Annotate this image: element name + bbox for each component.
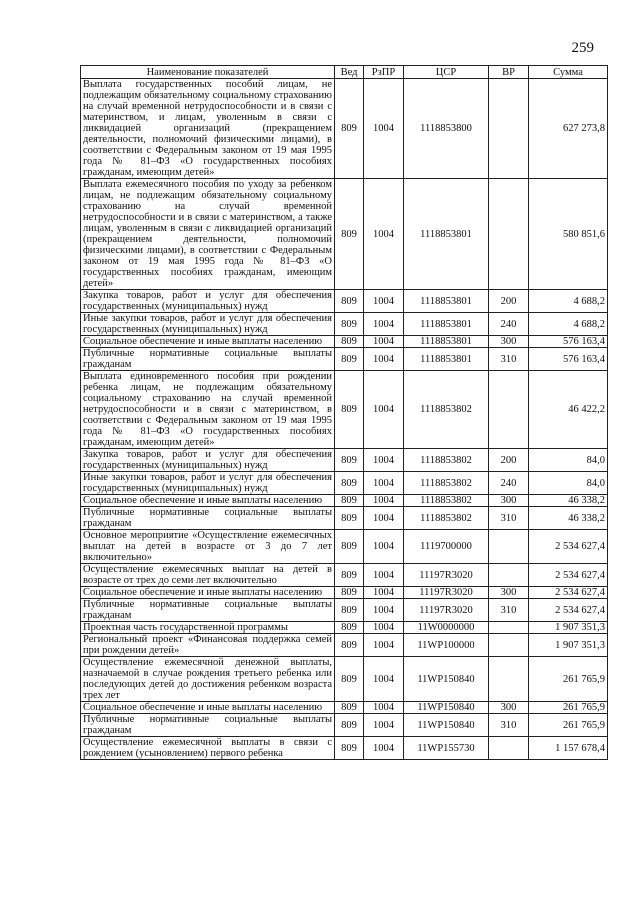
table-row bbox=[81, 507, 608, 530]
table-row bbox=[81, 313, 608, 336]
cell-sum: 261 765,9 bbox=[529, 657, 608, 702]
cell-ved: 809 bbox=[335, 179, 364, 290]
table-row bbox=[81, 622, 608, 634]
cell-csr: 11W0000000 bbox=[404, 622, 489, 634]
cell-csr: 1119700000 bbox=[404, 530, 489, 564]
cell-vr: 300 bbox=[489, 495, 529, 507]
cell-name: Закупка товаров, работ и услуг для обеспечения государственных (муниципальных) нужд bbox=[81, 449, 335, 472]
cell-csr: 1118853802 bbox=[404, 495, 489, 507]
cell-vr bbox=[489, 564, 529, 587]
cell-vr: 300 bbox=[489, 587, 529, 599]
cell-vr: 310 bbox=[489, 714, 529, 737]
cell-ved: 809 bbox=[335, 495, 364, 507]
cell-rzpr: 1004 bbox=[364, 530, 404, 564]
table-row bbox=[81, 179, 608, 290]
cell-csr: 11WP155730 bbox=[404, 737, 489, 760]
table-row bbox=[81, 371, 608, 449]
cell-ved: 809 bbox=[335, 634, 364, 657]
cell-rzpr: 1004 bbox=[364, 313, 404, 336]
cell-sum: 46 422,2 bbox=[529, 371, 608, 449]
cell-ved: 809 bbox=[335, 472, 364, 495]
cell-name: Иные закупки товаров, работ и услуг для обеспечения государственных (муниципальных) нужд bbox=[81, 313, 335, 336]
table-row bbox=[81, 336, 608, 348]
cell-ved: 809 bbox=[335, 599, 364, 622]
column-header-ved: Вед bbox=[335, 66, 364, 79]
cell-csr: 1118853802 bbox=[404, 472, 489, 495]
cell-name: Проектная часть государственной программы bbox=[81, 622, 335, 634]
cell-name: Публичные нормативные социальные выплаты гражданам bbox=[81, 348, 335, 371]
table-row bbox=[81, 714, 608, 737]
cell-ved: 809 bbox=[335, 348, 364, 371]
table-row bbox=[81, 564, 608, 587]
cell-rzpr: 1004 bbox=[364, 79, 404, 179]
cell-ved: 809 bbox=[335, 587, 364, 599]
cell-sum: 576 163,4 bbox=[529, 348, 608, 371]
cell-csr: 1118853801 bbox=[404, 348, 489, 371]
column-header-vr: ВР bbox=[489, 66, 529, 79]
table-row bbox=[81, 290, 608, 313]
cell-sum: 2 534 627,4 bbox=[529, 587, 608, 599]
table-row bbox=[81, 79, 608, 179]
cell-sum: 580 851,6 bbox=[529, 179, 608, 290]
cell-name: Осуществление ежемесячной выплаты в связи с рождением (усыновлением) первого ребенка bbox=[81, 737, 335, 760]
table-row bbox=[81, 472, 608, 495]
cell-vr bbox=[489, 179, 529, 290]
cell-sum: 4 688,2 bbox=[529, 290, 608, 313]
cell-rzpr: 1004 bbox=[364, 449, 404, 472]
cell-rzpr: 1004 bbox=[364, 472, 404, 495]
cell-csr: 11WP150840 bbox=[404, 657, 489, 702]
cell-sum: 627 273,8 bbox=[529, 79, 608, 179]
cell-ved: 809 bbox=[335, 702, 364, 714]
table-row bbox=[81, 587, 608, 599]
cell-name: Осуществление ежемесячной денежной выплаты, назначаемой в случае рождения третьего ребенка или последующих детей до достижения ребенком возраста трех лет bbox=[81, 657, 335, 702]
cell-name: Иные закупки товаров, работ и услуг для обеспечения государственных (муниципальных) нужд bbox=[81, 472, 335, 495]
cell-ved: 809 bbox=[335, 564, 364, 587]
budget-table bbox=[80, 65, 608, 760]
table-row bbox=[81, 348, 608, 371]
cell-name: Социальное обеспечение и иные выплаты населению bbox=[81, 587, 335, 599]
cell-vr: 200 bbox=[489, 449, 529, 472]
cell-vr bbox=[489, 634, 529, 657]
cell-sum: 2 534 627,4 bbox=[529, 530, 608, 564]
cell-sum: 1 907 351,3 bbox=[529, 634, 608, 657]
cell-ved: 809 bbox=[335, 507, 364, 530]
column-header-sum: Сумма bbox=[529, 66, 608, 79]
cell-name: Выплата единовременного пособия при рождении ребенка лицам, не подлежащим обязательному социальному страхованию на случай временной нетрудоспособности и в связи с материнством, в соответствии с Федеральным законом от 19 мая 1995 года № 81–ФЗ «О государственных пособиях гражданам, имеющим детей» bbox=[81, 371, 335, 449]
cell-ved: 809 bbox=[335, 622, 364, 634]
cell-name: Социальное обеспечение и иные выплаты населению bbox=[81, 702, 335, 714]
cell-rzpr: 1004 bbox=[364, 495, 404, 507]
cell-csr: 11197R3020 bbox=[404, 599, 489, 622]
cell-ved: 809 bbox=[335, 290, 364, 313]
cell-rzpr: 1004 bbox=[364, 599, 404, 622]
cell-csr: 11WP100000 bbox=[404, 634, 489, 657]
table-row bbox=[81, 599, 608, 622]
table-row bbox=[81, 495, 608, 507]
cell-csr: 11197R3020 bbox=[404, 564, 489, 587]
cell-name: Основное мероприятие «Осуществление ежемесячных выплат на детей в возрасте от 3 до 7 лет включительно» bbox=[81, 530, 335, 564]
cell-csr: 1118853801 bbox=[404, 179, 489, 290]
cell-ved: 809 bbox=[335, 336, 364, 348]
cell-vr: 310 bbox=[489, 507, 529, 530]
cell-sum: 576 163,4 bbox=[529, 336, 608, 348]
cell-csr: 1118853802 bbox=[404, 371, 489, 449]
cell-ved: 809 bbox=[335, 737, 364, 760]
cell-rzpr: 1004 bbox=[364, 714, 404, 737]
cell-name: Публичные нормативные социальные выплаты гражданам bbox=[81, 714, 335, 737]
cell-vr: 310 bbox=[489, 348, 529, 371]
table-row bbox=[81, 449, 608, 472]
cell-name: Социальное обеспечение и иные выплаты населению bbox=[81, 495, 335, 507]
column-header-name: Наименование показателей bbox=[81, 66, 335, 79]
cell-ved: 809 bbox=[335, 371, 364, 449]
column-header-csr: ЦСР bbox=[404, 66, 489, 79]
cell-name: Выплата государственных пособий лицам, не подлежащим обязательному социальному страхованию на случай временной нетрудоспособности и в связи с материнством, и лицам, уволенным в связи с ликвидацией организаций (прекращением деятельности, полномочий физическими лицами), в соответствии с Федеральным законом от 19 мая 1995 года № 81–ФЗ «О государственных пособиях гражданам, имеющим детей» bbox=[81, 79, 335, 179]
cell-rzpr: 1004 bbox=[364, 348, 404, 371]
cell-rzpr: 1004 bbox=[364, 336, 404, 348]
page-number: 259 bbox=[571, 40, 594, 56]
cell-name: Социальное обеспечение и иные выплаты населению bbox=[81, 336, 335, 348]
cell-rzpr: 1004 bbox=[364, 622, 404, 634]
column-header-rzpr: РзПР bbox=[364, 66, 404, 79]
cell-vr bbox=[489, 79, 529, 179]
cell-sum: 84,0 bbox=[529, 472, 608, 495]
cell-vr bbox=[489, 657, 529, 702]
cell-vr bbox=[489, 622, 529, 634]
cell-csr: 1118853801 bbox=[404, 313, 489, 336]
table-row bbox=[81, 702, 608, 714]
cell-csr: 11197R3020 bbox=[404, 587, 489, 599]
cell-csr: 1118853800 bbox=[404, 79, 489, 179]
cell-name: Выплата ежемесячного пособия по уходу за ребенком лицам, не подлежащим обязательному социальному страхованию на случай временной нетрудоспособности и в связи с материнством, а также лицам, уволенным в связи с ликвидацией организаций (прекращением деятельности, полномочий физическими лицами), в соответствии с Федеральным законом от 19 мая 1995 года № 81–ФЗ «О государственных пособиях гражданам, имеющим детей» bbox=[81, 179, 335, 290]
cell-sum: 2 534 627,4 bbox=[529, 599, 608, 622]
cell-rzpr: 1004 bbox=[364, 702, 404, 714]
cell-name: Закупка товаров, работ и услуг для обеспечения государственных (муниципальных) нужд bbox=[81, 290, 335, 313]
table-body bbox=[81, 79, 608, 760]
table-row bbox=[81, 737, 608, 760]
cell-vr: 310 bbox=[489, 599, 529, 622]
cell-vr bbox=[489, 371, 529, 449]
cell-sum: 2 534 627,4 bbox=[529, 564, 608, 587]
cell-rzpr: 1004 bbox=[364, 179, 404, 290]
cell-vr: 200 bbox=[489, 290, 529, 313]
cell-csr: 1118853801 bbox=[404, 336, 489, 348]
table-row bbox=[81, 657, 608, 702]
cell-vr: 300 bbox=[489, 336, 529, 348]
cell-sum: 1 157 678,4 bbox=[529, 737, 608, 760]
cell-csr: 11WP150840 bbox=[404, 714, 489, 737]
cell-rzpr: 1004 bbox=[364, 634, 404, 657]
cell-sum: 261 765,9 bbox=[529, 702, 608, 714]
cell-name: Региональный проект «Финансовая поддержка семей при рождении детей» bbox=[81, 634, 335, 657]
cell-name: Публичные нормативные социальные выплаты гражданам bbox=[81, 507, 335, 530]
cell-sum: 1 907 351,3 bbox=[529, 622, 608, 634]
cell-ved: 809 bbox=[335, 714, 364, 737]
cell-sum: 46 338,2 bbox=[529, 495, 608, 507]
table-row bbox=[81, 634, 608, 657]
cell-csr: 1118853801 bbox=[404, 290, 489, 313]
cell-vr bbox=[489, 737, 529, 760]
cell-name: Осуществление ежемесячных выплат на детей в возрасте от трех до семи лет включительно bbox=[81, 564, 335, 587]
cell-vr: 300 bbox=[489, 702, 529, 714]
cell-vr bbox=[489, 530, 529, 564]
cell-sum: 46 338,2 bbox=[529, 507, 608, 530]
cell-ved: 809 bbox=[335, 313, 364, 336]
cell-vr: 240 bbox=[489, 313, 529, 336]
cell-rzpr: 1004 bbox=[364, 290, 404, 313]
table-header-row bbox=[81, 66, 608, 79]
cell-rzpr: 1004 bbox=[364, 587, 404, 599]
cell-rzpr: 1004 bbox=[364, 507, 404, 530]
cell-name: Публичные нормативные социальные выплаты гражданам bbox=[81, 599, 335, 622]
cell-sum: 84,0 bbox=[529, 449, 608, 472]
cell-ved: 809 bbox=[335, 530, 364, 564]
cell-sum: 4 688,2 bbox=[529, 313, 608, 336]
cell-csr: 1118853802 bbox=[404, 507, 489, 530]
cell-rzpr: 1004 bbox=[364, 737, 404, 760]
cell-rzpr: 1004 bbox=[364, 371, 404, 449]
cell-rzpr: 1004 bbox=[364, 564, 404, 587]
cell-ved: 809 bbox=[335, 449, 364, 472]
cell-csr: 1118853802 bbox=[404, 449, 489, 472]
cell-csr: 11WP150840 bbox=[404, 702, 489, 714]
cell-ved: 809 bbox=[335, 657, 364, 702]
cell-sum: 261 765,9 bbox=[529, 714, 608, 737]
cell-rzpr: 1004 bbox=[364, 657, 404, 702]
table-row bbox=[81, 530, 608, 564]
cell-ved: 809 bbox=[335, 79, 364, 179]
cell-vr: 240 bbox=[489, 472, 529, 495]
